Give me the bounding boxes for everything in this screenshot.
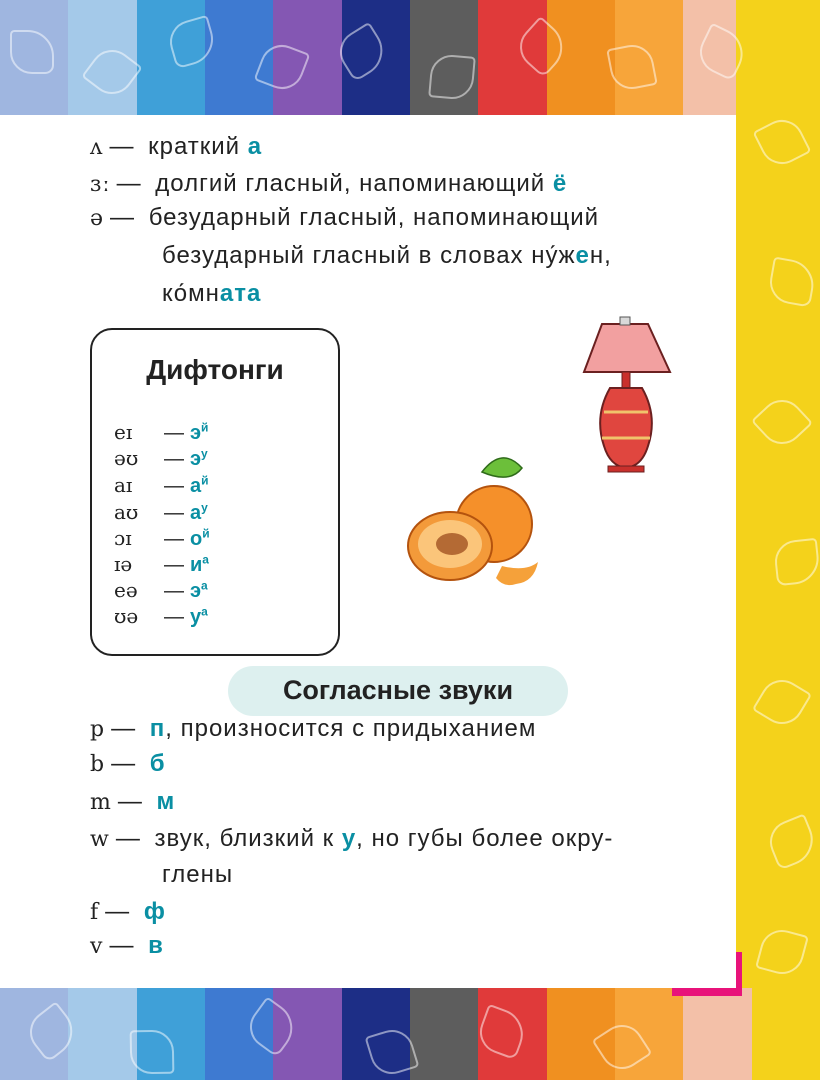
dash: — — [115, 825, 141, 852]
dash: — — [109, 133, 135, 160]
russian-sound: у — [341, 825, 357, 852]
dash: — — [164, 422, 184, 444]
diphthong-row — [114, 500, 208, 525]
stressed-letters: е — [575, 242, 590, 269]
phonetic-symbol: ə — [90, 206, 105, 231]
russian-sound: п — [149, 715, 166, 742]
consonant-row — [90, 750, 166, 778]
consonant-description: , но губы более окру- — [356, 825, 614, 852]
russian-sound-superscript: й — [201, 420, 209, 435]
phonetic-symbol: ʌ — [90, 135, 104, 160]
consonant-row — [90, 825, 613, 853]
russian-sound: а — [190, 502, 202, 524]
phonetic-symbol: b — [90, 752, 106, 777]
dash: — — [164, 554, 184, 576]
russian-sound-superscript: й — [201, 473, 209, 488]
phonetic-symbol: əʊ — [114, 446, 139, 470]
phonetic-symbol: ɪə — [114, 552, 133, 576]
consonant-description: , произносится с придыханием — [165, 715, 537, 742]
russian-sound: у — [190, 606, 202, 628]
russian-sound-superscript: а — [201, 604, 208, 619]
peach-illustration — [406, 448, 552, 598]
vowel-description: безударный гласный, напоминающий — [148, 204, 600, 231]
russian-sound: и — [190, 554, 203, 576]
russian-sound: э — [190, 448, 202, 470]
vowel-row — [90, 133, 262, 161]
russian-sound-superscript: й — [202, 526, 210, 541]
phonetic-symbol: ɜː — [90, 172, 111, 197]
lamp-illustration — [580, 316, 674, 476]
phonetic-symbol: m — [90, 790, 112, 815]
vowel-row — [90, 170, 567, 198]
dash: — — [164, 448, 184, 470]
diphthong-row — [114, 420, 208, 445]
russian-sound: э — [190, 422, 202, 444]
vowel-row-continuation — [162, 280, 261, 308]
russian-sound: э — [190, 580, 202, 602]
diphthong-row — [114, 446, 208, 471]
phonetic-symbol: p — [90, 717, 106, 742]
diphthong-row — [114, 473, 209, 498]
dash: — — [111, 750, 137, 777]
phonetic-symbol: eə — [114, 578, 138, 602]
stripe — [68, 988, 136, 1080]
phonetic-symbol: w — [90, 827, 110, 852]
consonant-row — [90, 898, 166, 926]
vowel-row — [90, 204, 599, 232]
russian-sound: в — [148, 932, 164, 959]
dash: — — [164, 528, 184, 550]
russian-sound-superscript: а — [202, 552, 209, 567]
russian-sound: ё — [552, 170, 568, 197]
russian-sound: о — [190, 528, 203, 550]
stressed-letters: ата — [219, 280, 262, 307]
vowel-description: краткий — [148, 133, 241, 160]
russian-sound: ф — [143, 898, 166, 925]
phonetic-symbol: f — [90, 900, 100, 925]
dash: — — [116, 170, 142, 197]
russian-sound-superscript: а — [201, 578, 208, 593]
phonetic-symbol: v — [90, 934, 104, 959]
phonetic-symbol: ɔɪ — [114, 526, 132, 550]
russian-sound-superscript: у — [201, 500, 208, 515]
consonant-row-continuation — [162, 861, 233, 889]
consonants-title: Согласные звуки — [282, 675, 514, 705]
dash: — — [164, 502, 184, 524]
dash: — — [117, 788, 143, 815]
stripe — [410, 988, 478, 1080]
consonant-row — [90, 932, 164, 960]
dash: — — [164, 475, 184, 497]
russian-sound-superscript: у — [201, 446, 208, 461]
vowel-description: долгий гласный, напоминающий — [155, 170, 546, 197]
dash: — — [111, 715, 137, 742]
russian-sound: а — [190, 475, 202, 497]
dash: — — [110, 204, 136, 231]
russian-sound: б — [149, 750, 166, 777]
diphthong-row — [114, 578, 208, 603]
scribble-decoration — [130, 1030, 175, 1075]
dash: — — [105, 898, 131, 925]
diphthong-row — [114, 526, 210, 551]
diphthong-row — [114, 604, 208, 629]
consonant-description: звук, близкий к — [154, 825, 342, 852]
phonetic-symbol: eɪ — [114, 420, 133, 444]
stripe — [752, 988, 820, 1080]
vowel-row-continuation — [162, 242, 612, 270]
russian-sound: м — [156, 788, 176, 815]
vowel-text: н, — [589, 242, 612, 269]
phonetic-symbol: ʊə — [114, 604, 139, 628]
diphthongs-title: Дифтонги — [146, 354, 284, 385]
dash: — — [164, 580, 184, 602]
phonetic-symbol: aɪ — [114, 473, 133, 497]
phonetic-symbol: aʊ — [114, 500, 139, 524]
stripe — [683, 988, 751, 1080]
diphthong-row — [114, 552, 209, 577]
diphthongs-box — [90, 328, 340, 656]
consonant-description: глены — [162, 861, 234, 888]
dash: — — [164, 606, 184, 628]
dash: — — [109, 932, 135, 959]
vowel-text: ко́мн — [162, 280, 220, 307]
consonant-row — [90, 788, 175, 816]
russian-sound: а — [247, 133, 263, 160]
consonant-row — [90, 715, 536, 743]
vowel-text: безударный гласный в словах ну́ж — [162, 242, 576, 269]
